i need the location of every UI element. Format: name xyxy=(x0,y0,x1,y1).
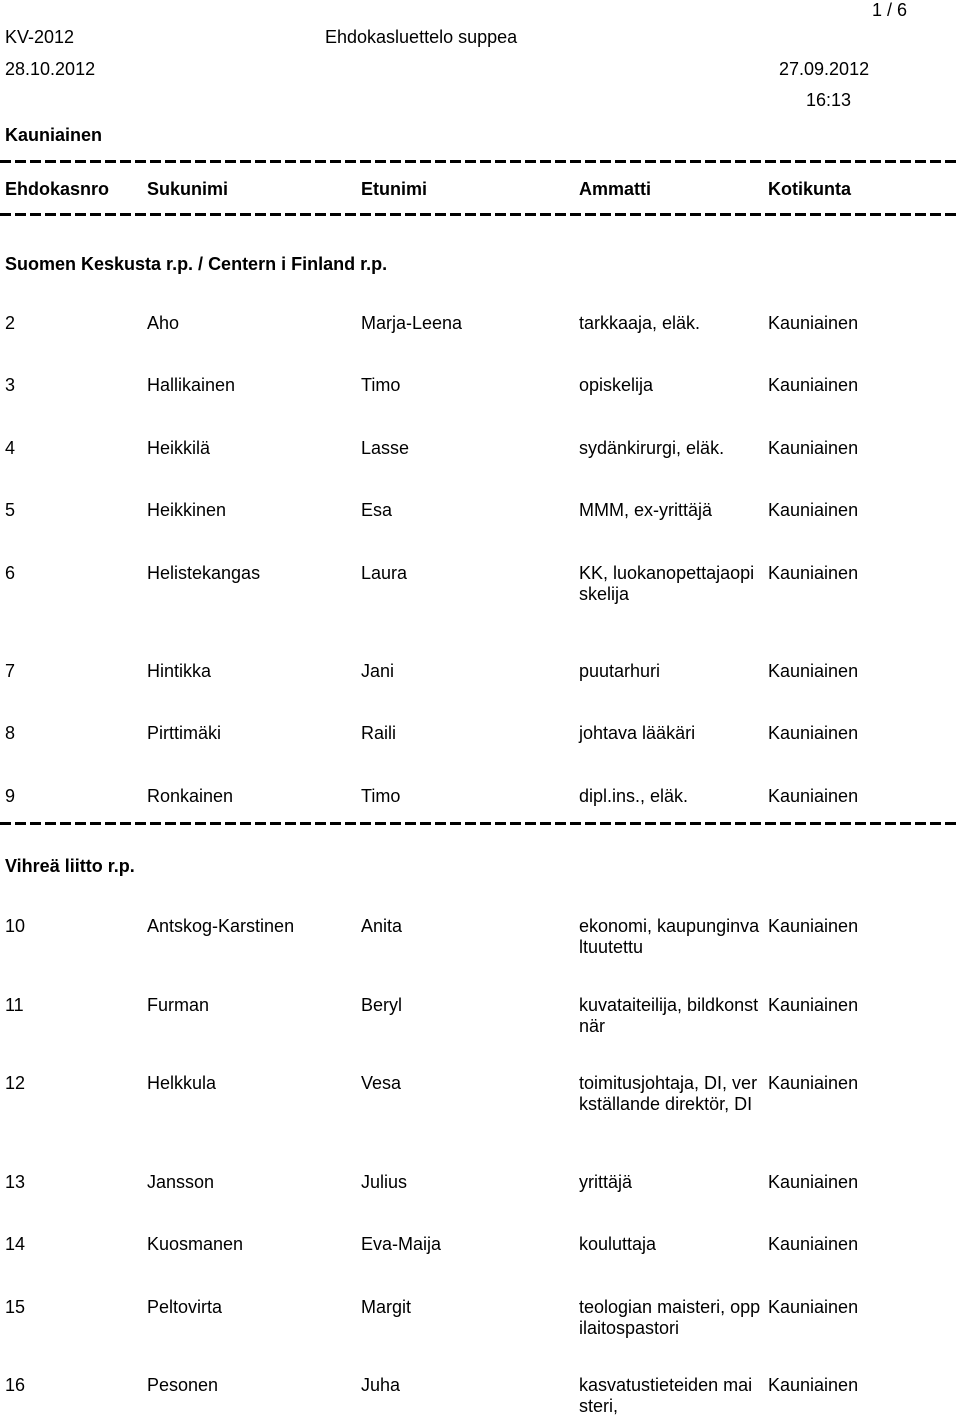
candidate-municipality: Kauniainen xyxy=(768,1234,859,1254)
candidate-surname: Ronkainen xyxy=(147,786,234,806)
candidate-municipality: Kauniainen xyxy=(768,438,859,458)
candidate-firstname: Anita xyxy=(361,916,403,936)
candidate-surname: Pirttimäki xyxy=(147,723,222,743)
column-header-sukunimi: Sukunimi xyxy=(147,179,229,199)
election-code: KV-2012 xyxy=(5,27,75,47)
candidate-firstname: Laura xyxy=(361,563,408,583)
candidate-surname: Peltovirta xyxy=(147,1297,223,1317)
candidate-number: 13 xyxy=(5,1172,26,1192)
election-date: 28.10.2012 xyxy=(5,59,96,79)
candidate-surname: Pesonen xyxy=(147,1375,219,1395)
candidate-firstname: Margit xyxy=(361,1297,412,1317)
candidate-number: 5 xyxy=(5,500,16,520)
candidate-firstname: Beryl xyxy=(361,995,403,1015)
candidate-occupation: sydänkirurgi, eläk. xyxy=(579,438,725,458)
candidate-number: 8 xyxy=(5,723,16,743)
divider xyxy=(0,213,957,216)
candidate-firstname: Lasse xyxy=(361,438,410,458)
candidate-number: 9 xyxy=(5,786,16,806)
candidate-occupation: dipl.ins., eläk. xyxy=(579,786,689,806)
candidate-surname: Heikkinen xyxy=(147,500,227,520)
candidate-number: 3 xyxy=(5,375,16,395)
candidate-firstname: Marja-Leena xyxy=(361,313,463,333)
candidate-municipality: Kauniainen xyxy=(768,1375,859,1395)
candidate-firstname: Vesa xyxy=(361,1073,402,1093)
candidate-municipality: Kauniainen xyxy=(768,1073,859,1093)
candidate-municipality: Kauniainen xyxy=(768,563,859,583)
candidate-occupation: MMM, ex-yrittäjä xyxy=(579,500,713,520)
candidate-firstname: Esa xyxy=(361,500,393,520)
candidate-occupation: tarkkaaja, eläk. xyxy=(579,313,701,333)
candidate-municipality: Kauniainen xyxy=(768,375,859,395)
candidate-occupation: yrittäjä xyxy=(579,1172,633,1192)
candidate-municipality: Kauniainen xyxy=(768,995,859,1015)
print-date: 27.09.2012 xyxy=(779,59,870,79)
page-number: 1 / 6 xyxy=(872,0,908,20)
candidate-number: 11 xyxy=(5,995,24,1015)
candidate-municipality: Kauniainen xyxy=(768,786,859,806)
candidate-municipality: Kauniainen xyxy=(768,1297,859,1317)
candidate-occupation: johtava lääkäri xyxy=(579,723,696,743)
candidate-number: 2 xyxy=(5,313,16,333)
candidate-number: 10 xyxy=(5,916,26,936)
candidate-occupation: puutarhuri xyxy=(579,661,661,681)
column-header-ammatti: Ammatti xyxy=(579,179,652,199)
candidate-occupation: kuvataiteilija, bildkonstnär xyxy=(579,995,759,1036)
candidate-number: 12 xyxy=(5,1073,26,1093)
candidate-firstname: Julius xyxy=(361,1172,408,1192)
candidate-municipality: Kauniainen xyxy=(768,1172,859,1192)
column-header-kotikunta: Kotikunta xyxy=(768,179,851,199)
candidate-number: 15 xyxy=(5,1297,26,1317)
candidate-number: 7 xyxy=(5,661,16,681)
divider xyxy=(0,160,957,163)
candidate-surname: Hintikka xyxy=(147,661,212,681)
party-section-title: Suomen Keskusta r.p. / Centern i Finland r.p. xyxy=(5,254,388,274)
municipality-title: Kauniainen xyxy=(5,125,103,145)
candidate-municipality: Kauniainen xyxy=(768,661,859,681)
candidate-occupation: kasvatustieteiden maisteri, xyxy=(579,1375,753,1416)
candidate-firstname: Timo xyxy=(361,786,401,806)
candidate-number: 16 xyxy=(5,1375,26,1395)
candidate-occupation: toimitusjohtaja, DI, verkställande direktör, DI xyxy=(579,1073,758,1114)
candidate-surname: Helistekangas xyxy=(147,563,261,583)
candidate-municipality: Kauniainen xyxy=(768,313,859,333)
candidate-number: 4 xyxy=(5,438,16,458)
candidate-number: 6 xyxy=(5,563,16,583)
candidate-firstname: Jani xyxy=(361,661,395,681)
candidate-municipality: Kauniainen xyxy=(768,723,859,743)
candidate-occupation: ekonomi, kaupunginvaltuutettu xyxy=(579,916,760,957)
candidate-surname: Hallikainen xyxy=(147,375,236,395)
report-title: Ehdokasluettelo suppea xyxy=(325,27,518,47)
candidate-surname: Furman xyxy=(147,995,210,1015)
candidate-surname: Antskog-Karstinen xyxy=(147,916,295,936)
candidate-firstname: Raili xyxy=(361,723,397,743)
divider xyxy=(0,822,957,825)
candidate-surname: Kuosmanen xyxy=(147,1234,244,1254)
candidate-occupation: teologian maisteri, oppilaitospastori xyxy=(579,1297,761,1338)
candidate-occupation: KK, luokanopettajaopiskelija xyxy=(579,563,755,604)
candidate-municipality: Kauniainen xyxy=(768,916,859,936)
column-header-etunimi: Etunimi xyxy=(361,179,427,199)
candidate-firstname: Eva-Maija xyxy=(361,1234,442,1254)
column-header-nro: Ehdokasnro xyxy=(5,179,110,199)
candidate-occupation: opiskelija xyxy=(579,375,654,395)
candidate-number: 14 xyxy=(5,1234,26,1254)
print-time: 16:13 xyxy=(806,90,852,110)
candidate-occupation: kouluttaja xyxy=(579,1234,657,1254)
candidate-surname: Aho xyxy=(147,313,180,333)
candidate-surname: Heikkilä xyxy=(147,438,211,458)
candidate-surname: Jansson xyxy=(147,1172,215,1192)
candidate-municipality: Kauniainen xyxy=(768,500,859,520)
candidate-surname: Helkkula xyxy=(147,1073,217,1093)
candidate-firstname: Juha xyxy=(361,1375,401,1395)
party-section-title: Vihreä liitto r.p. xyxy=(5,856,135,876)
candidate-firstname: Timo xyxy=(361,375,401,395)
